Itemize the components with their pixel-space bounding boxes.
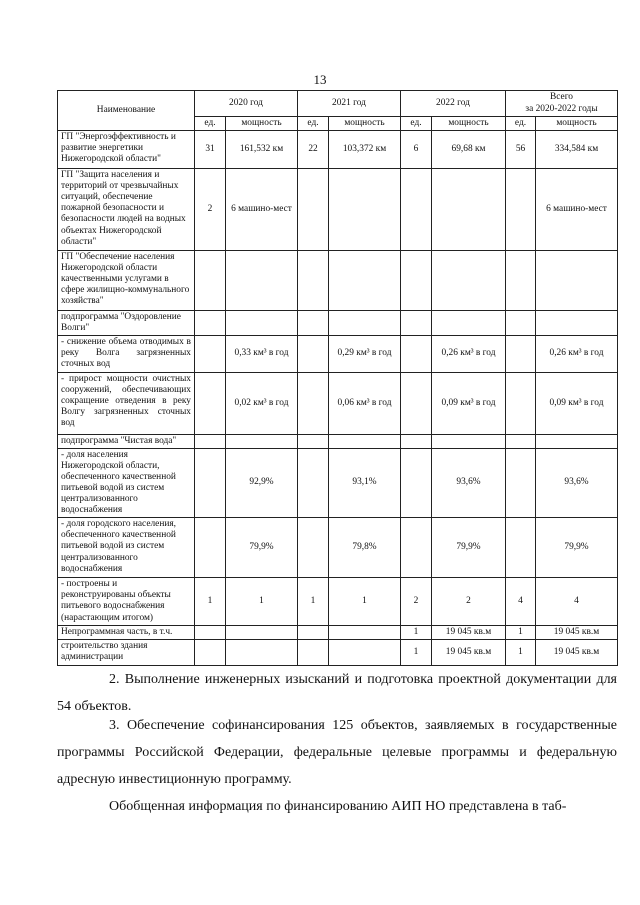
table-cell [401, 169, 432, 251]
header-year: 2022 год [401, 91, 506, 117]
paragraph-3: 3. Обеспечение софинансирования 125 объектов, заявляемых в государственные программы Российской Федерации, федеральные целевые программы и федеральную адресную инвестиционную программу. [57, 718, 617, 787]
row-name: - прирост мощности очистных сооружений, обеспечивающих сокращение отведения в реку Волгу загрязненных сточных вод [58, 372, 195, 434]
header-power: мощность [432, 117, 506, 131]
table-cell: 93,1% [329, 448, 401, 518]
table-row [58, 169, 618, 251]
table-cell [298, 169, 329, 251]
table-cell: 92,9% [226, 448, 298, 518]
table-row [58, 372, 618, 434]
table-cell: 0,33 км³ в год [226, 336, 298, 372]
table-cell: 334,584 км [536, 131, 618, 169]
table-cell: 1 [401, 640, 432, 665]
table-cell: 1 [298, 578, 329, 626]
table-cell [298, 626, 329, 640]
table-cell [536, 434, 618, 448]
table-cell [401, 372, 432, 434]
table-cell: 0,09 км³ в год [536, 372, 618, 434]
table-cell [401, 518, 432, 578]
table-cell [401, 311, 432, 336]
paragraph-2: 2. Выполнение инженерных изысканий и подготовка проектной документации для 54 объектов. [57, 672, 617, 714]
table-row [58, 626, 618, 640]
table-cell: 0,02 км³ в год [226, 372, 298, 434]
table-cell [195, 518, 226, 578]
header-unit: ед. [195, 117, 226, 131]
table-cell [298, 448, 329, 518]
table-cell: 2 [401, 578, 432, 626]
table-cell: 19 045 кв.м [536, 626, 618, 640]
table-row [58, 311, 618, 336]
table-cell [226, 311, 298, 336]
table-row [58, 251, 618, 311]
table-row [58, 448, 618, 518]
table-cell: 1 [226, 578, 298, 626]
header-name: Наименование [58, 91, 195, 131]
table-cell: 1 [195, 578, 226, 626]
table-cell: 79,8% [329, 518, 401, 578]
table-cell [536, 311, 618, 336]
table-cell [401, 251, 432, 311]
table-cell [506, 251, 536, 311]
table-cell: 31 [195, 131, 226, 169]
table-cell: 103,372 км [329, 131, 401, 169]
header-year: 2020 год [195, 91, 298, 117]
table-cell [226, 626, 298, 640]
table-row [58, 434, 618, 448]
table-cell: 19 045 кв.м [432, 640, 506, 665]
table-cell: 1 [329, 578, 401, 626]
table-cell: 1 [506, 640, 536, 665]
table-cell: 0,26 км³ в год [536, 336, 618, 372]
header-unit: ед. [506, 117, 536, 131]
table-cell: 2 [432, 578, 506, 626]
header-power: мощность [536, 117, 618, 131]
header-unit: ед. [298, 117, 329, 131]
table-cell [226, 640, 298, 665]
table-cell: 2 [195, 169, 226, 251]
table-row [58, 336, 618, 372]
table-cell [226, 251, 298, 311]
table-cell [329, 251, 401, 311]
table-cell: 56 [506, 131, 536, 169]
header-power: мощность [329, 117, 401, 131]
header-unit: ед. [401, 117, 432, 131]
table-cell [329, 169, 401, 251]
header-year: 2021 год [298, 91, 401, 117]
table-cell [195, 626, 226, 640]
table-cell [298, 311, 329, 336]
table-cell: 22 [298, 131, 329, 169]
table-cell: 161,532 км [226, 131, 298, 169]
table-cell: 0,06 км³ в год [329, 372, 401, 434]
row-name: - доля населения Нижегородской области, обеспеченного качественной питьевой водой из систем централизованного водоснабжения [58, 448, 195, 518]
table-cell [401, 336, 432, 372]
table-cell [298, 372, 329, 434]
table-cell: 79,9% [536, 518, 618, 578]
header-total [506, 91, 618, 117]
table-cell [329, 434, 401, 448]
results-table [57, 90, 618, 666]
table-cell: 0,29 км³ в год [329, 336, 401, 372]
row-name: ГП "Энергоэффективность и развитие энергетики Нижегородской области" [58, 131, 195, 169]
table-cell [506, 518, 536, 578]
row-name: подпрограмма "Чистая вода" [58, 434, 195, 448]
table-cell [506, 169, 536, 251]
table-cell: 1 [401, 626, 432, 640]
row-name: ГП "Защита населения и территорий от чрезвычайных ситуаций, обеспечение пожарной безопасности и безопасности людей на водных объектах Нижегородской области" [58, 169, 195, 251]
table-cell: 69,68 км [432, 131, 506, 169]
table-cell: 1 [506, 626, 536, 640]
table-cell: 6 [401, 131, 432, 169]
table-body [58, 131, 618, 665]
table-cell [298, 434, 329, 448]
table-cell [298, 518, 329, 578]
table-cell [329, 311, 401, 336]
table-cell: 79,9% [432, 518, 506, 578]
header-power: мощность [226, 117, 298, 131]
table-cell: 0,26 км³ в год [432, 336, 506, 372]
row-name: - снижение объема отводимых в реку Волга загрязненных сточных вод [58, 336, 195, 372]
table-cell: 93,6% [432, 448, 506, 518]
table-cell: 0,09 км³ в год [432, 372, 506, 434]
table-cell [506, 434, 536, 448]
page-number: 13 [313, 72, 327, 87]
table-cell: 93,6% [536, 448, 618, 518]
row-name: - построены и реконструированы объекты питьевого водоснабжения (нарастающим итогом) [58, 578, 195, 626]
table-cell [195, 372, 226, 434]
table-cell [195, 448, 226, 518]
table-cell: 4 [536, 578, 618, 626]
table-cell: 4 [506, 578, 536, 626]
table-cell: 6 машино-мест [226, 169, 298, 251]
table-row [58, 518, 618, 578]
table-cell: 79,9% [226, 518, 298, 578]
table-cell [506, 311, 536, 336]
table-row [58, 640, 618, 665]
table-row [58, 131, 618, 169]
table-cell [432, 251, 506, 311]
header-total-line1: Всего [550, 92, 573, 103]
table-cell [195, 251, 226, 311]
row-name: - доля городского населения, обеспеченного качественной питьевой водой из систем централизованного водоснабжения [58, 518, 195, 578]
table-cell [401, 448, 432, 518]
table-cell [298, 251, 329, 311]
table-cell [506, 448, 536, 518]
table-cell [506, 372, 536, 434]
table-cell [432, 311, 506, 336]
table-cell [401, 434, 432, 448]
table-cell [329, 626, 401, 640]
paragraph-4: Обобщенная информация по финансированию АИП НО представлена в таб- [109, 799, 567, 814]
table-cell: 19 045 кв.м [536, 640, 618, 665]
table-cell [298, 336, 329, 372]
table-cell [432, 169, 506, 251]
table-cell [506, 336, 536, 372]
table-cell: 6 машино-мест [536, 169, 618, 251]
table-cell [298, 640, 329, 665]
table-cell [432, 434, 506, 448]
table-cell: 19 045 кв.м [432, 626, 506, 640]
row-name: подпрограмма "Оздоровление Волги" [58, 311, 195, 336]
table-cell [195, 311, 226, 336]
table-cell [195, 640, 226, 665]
row-name: строительство здания администрации [58, 640, 195, 665]
table-row [58, 578, 618, 626]
table-cell [195, 434, 226, 448]
table-cell [536, 251, 618, 311]
row-name: Непрограммная часть, в т.ч. [58, 626, 195, 640]
table-cell [329, 640, 401, 665]
header-total-line2: за 2020-2022 годы [525, 103, 598, 114]
table-cell [195, 336, 226, 372]
table-cell [226, 434, 298, 448]
row-name: ГП "Обеспечение населения Нижегородской области качественными услугами в сфере жилищно-коммунального хозяйства" [58, 251, 195, 311]
